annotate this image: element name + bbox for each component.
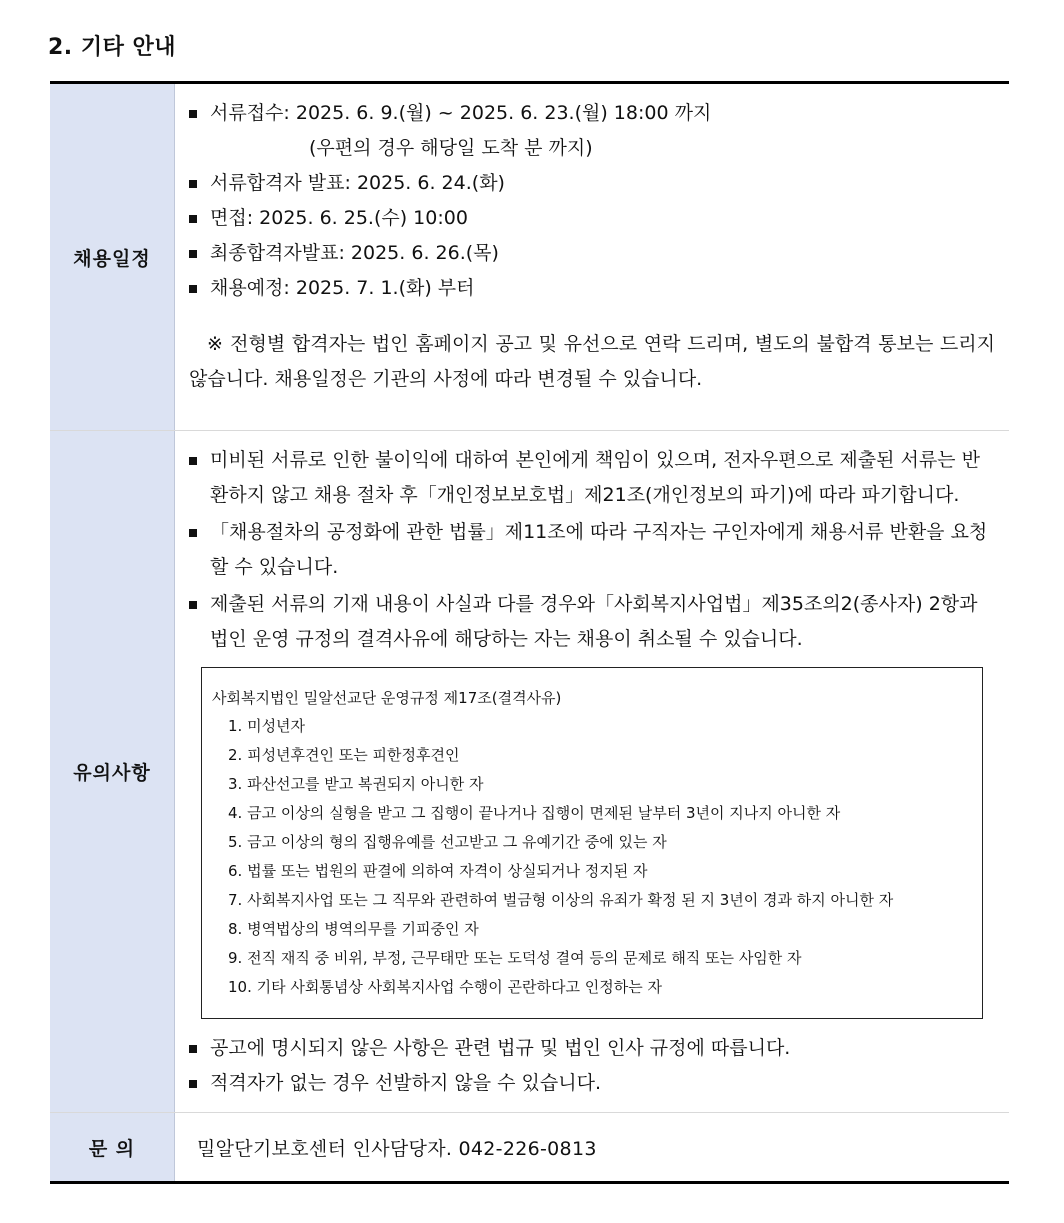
- square-bullet-icon: [189, 285, 197, 293]
- list-item: [189, 443, 997, 513]
- square-bullet-icon: [189, 250, 197, 258]
- square-bullet-icon: [189, 180, 197, 188]
- caution-body: [175, 431, 1009, 1112]
- law-item: 8. 병역법상의 병역의무를 기피중인 자: [228, 920, 479, 938]
- law-item: 3. 파산선고를 받고 복권되지 아니한 자: [228, 775, 484, 793]
- list-item: [189, 1031, 997, 1066]
- schedule-item-text: 서류접수: 2025. 6. 9.(월) ~ 2025. 6. 23.(월) 18:00 까지: [210, 102, 712, 124]
- caution-list: [189, 431, 997, 657]
- schedule-item-text: 서류합격자 발표: 2025. 6. 24.(화): [210, 172, 505, 194]
- schedule-item-text: 최종합격자발표: 2025. 6. 26.(목): [210, 242, 499, 264]
- contact-header: 문 의: [50, 1113, 175, 1181]
- schedule-body: [175, 84, 1009, 430]
- caution-extra-text: 적격자가 없는 경우 선발하지 않을 수 있습니다.: [210, 1072, 602, 1094]
- law-item: 1. 미성년자: [228, 717, 306, 735]
- square-bullet-icon: [189, 529, 197, 537]
- list-item: [189, 166, 997, 201]
- list-item: [189, 96, 997, 131]
- law-box: [201, 667, 983, 1019]
- section-title: 2. 기타 안내: [48, 35, 176, 60]
- list-item: [189, 236, 997, 271]
- caution-item-text: 미비된 서류로 인한 불이익에 대하여 본인에게 책임이 있으며, 전자우편으로 제출된 서류는 반환하지 않고 채용 절차 후「개인정보보호법」제21조(개인정보의 파기)에 따라 파기합니다.: [210, 449, 980, 506]
- square-bullet-icon: [189, 601, 197, 609]
- law-item: 6. 법률 또는 법원의 판결에 의하여 자격이 상실되거나 정지된 자: [228, 862, 648, 880]
- schedule-header: 채용일정: [50, 84, 175, 430]
- schedule-item-text: 채용예정: 2025. 7. 1.(화) 부터: [210, 277, 475, 299]
- info-table: [50, 81, 1009, 1184]
- list-item: [189, 515, 997, 585]
- law-item: 5. 금고 이상의 형의 집행유예를 선고받고 그 유예기간 중에 있는 자: [228, 833, 667, 851]
- caution-header: 유의사항: [50, 431, 175, 1112]
- law-item: 2. 피성년후견인 또는 피한정후견인: [228, 746, 460, 764]
- law-item: 4. 금고 이상의 실형을 받고 그 집행이 끝나거나 집행이 면제된 날부터 3년이 지나지 아니한 자: [228, 804, 841, 822]
- list-item: [189, 1066, 997, 1101]
- contact-text: 밀알단기보호센터 인사담당자. 042-226-0813: [197, 1137, 597, 1160]
- contact-body: [175, 1113, 1009, 1181]
- list-item: [189, 271, 997, 306]
- square-bullet-icon: [189, 457, 197, 465]
- list-item: [189, 201, 997, 236]
- schedule-row: [50, 84, 1009, 431]
- caution-extra-list: [189, 1019, 997, 1101]
- caution-row: [50, 431, 1009, 1113]
- schedule-list: [189, 84, 997, 306]
- caution-extra-text: 공고에 명시되지 않은 사항은 관련 법규 및 법인 인사 규정에 따릅니다.: [210, 1037, 791, 1059]
- caution-item-text: 제출된 서류의 기재 내용이 사실과 다를 경우와「사회복지사업법」제35조의2(종사자) 2항과 법인 운영 규정의 결격사유에 해당하는 자는 채용이 취소될 수 있습니다.: [210, 593, 978, 650]
- schedule-notice: ※ 전형별 합격자는 법인 홈페이지 공고 및 유선으로 연락 드리며, 별도의 불합격 통보는 드리지 않습니다. 채용일정은 기관의 사정에 따라 변경될 수 있습니다.: [189, 333, 995, 390]
- law-box-title: 사회복지법인 밀알선교단 운영규정 제17조(결격사유): [212, 689, 562, 707]
- list-item: [189, 587, 997, 657]
- law-item: 9. 전직 재직 중 비위, 부정, 근무태만 또는 도덕성 결여 등의 문제로 해직 또는 사임한 자: [228, 949, 802, 967]
- square-bullet-icon: [189, 110, 197, 118]
- schedule-item-text: 면접: 2025. 6. 25.(수) 10:00: [210, 207, 468, 229]
- square-bullet-icon: [189, 1080, 197, 1088]
- caution-item-text: 「채용절차의 공정화에 관한 법률」제11조에 따라 구직자는 구인자에게 채용서류 반환을 요청할 수 있습니다.: [210, 521, 988, 578]
- law-item: 10. 기타 사회통념상 사회복지사업 수행이 곤란하다고 인정하는 자: [228, 978, 662, 996]
- square-bullet-icon: [189, 215, 197, 223]
- square-bullet-icon: [189, 1045, 197, 1053]
- schedule-mail-note: (우편의 경우 해당일 도착 분 까지): [309, 137, 593, 159]
- law-item: 7. 사회복지사업 또는 그 직무와 관련하여 벌금형 이상의 유죄가 확정 된 지 3년이 경과 하지 아니한 자: [228, 891, 894, 909]
- contact-row: [50, 1113, 1009, 1181]
